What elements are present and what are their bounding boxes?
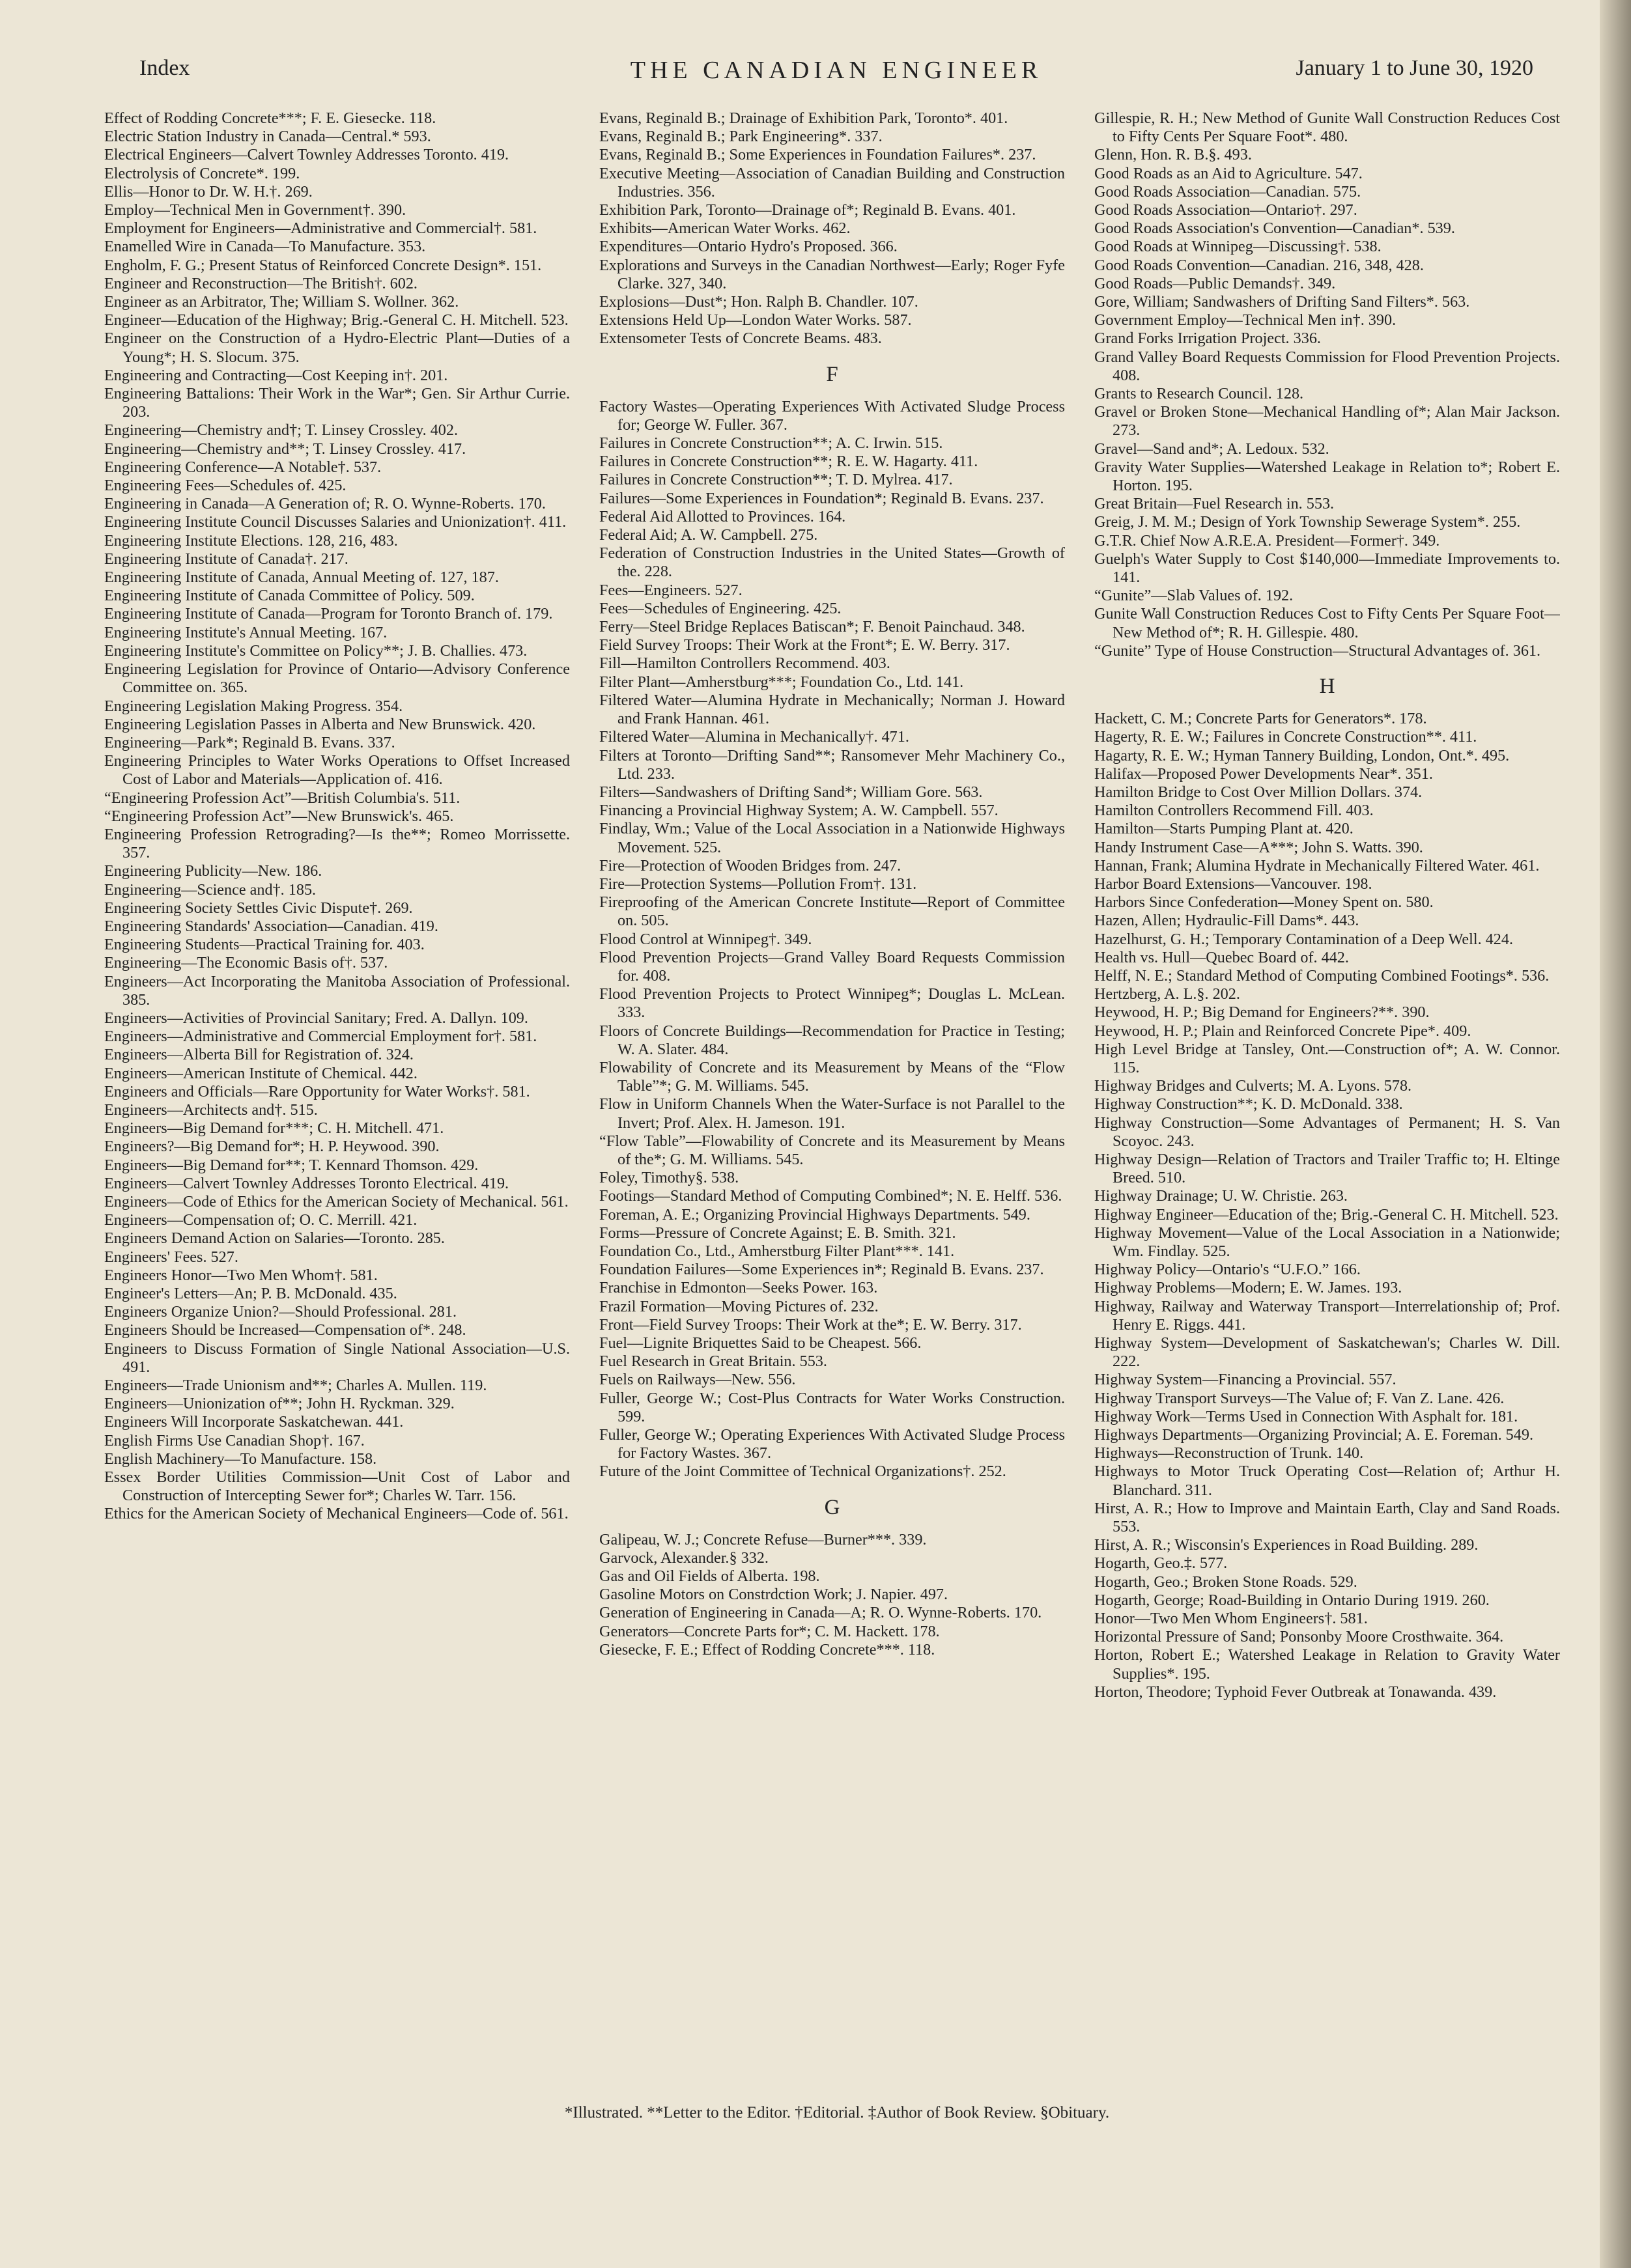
index-entry: Footings—Standard Method of Computing Combined*; N. E. Helff. 536. — [599, 1187, 1062, 1205]
index-entry: Exhibition Park, Toronto—Drainage of*; Reginald B. Evans. 401. — [599, 201, 1016, 219]
index-entry: Handy Instrument Case—A***; John S. Watts. 390. — [1094, 838, 1423, 856]
section-letter-g: G — [824, 1495, 840, 1519]
index-entry: Engineering Standards' Association—Canadian. 419. — [104, 917, 438, 935]
index-entry: Filters at Toronto—Drifting Sand**; Ransomever Mehr Machinery Co., Ltd. 233. — [599, 746, 1065, 783]
index-entry: Engineer's Letters—An; P. B. McDonald. 435. — [104, 1285, 397, 1302]
index-entry: Engineers Should be Increased—Compensation of*. 248. — [104, 1321, 466, 1339]
index-entry: Ethics for the American Society of Mechanical Engineers—Code of. 561. — [104, 1505, 569, 1523]
index-entry: Engineering Legislation Passes in Alberta and New Brunswick. 420. — [104, 715, 536, 733]
index-entry: Engineering Institute of Canada Committee of Policy. 509. — [104, 587, 475, 605]
index-entry: Explosions—Dust*; Hon. Ralph B. Chandler. 107. — [599, 293, 918, 311]
index-entry: Engineering Institute Council Discusses Salaries and Unionization†. 411. — [104, 513, 567, 531]
index-entry: Engineers—American Institute of Chemical. 442. — [104, 1064, 418, 1082]
index-entry: Garvock, Alexander.§ 332. — [599, 1548, 769, 1567]
index-column-1 — [104, 109, 570, 2076]
index-entry: Heywood, H. P.; Plain and Reinforced Concrete Pipe*. 409. — [1094, 1022, 1471, 1040]
index-entry: Foundation Co., Ltd., Amherstburg Filter Plant***. 141. — [599, 1242, 955, 1260]
index-entry: Future of the Joint Committee of Technical Organizations†. 252. — [599, 1463, 1006, 1481]
index-entry: Engineer—Education of the Highway; Brig.-General C. H. Mitchell. 523. — [104, 311, 569, 329]
index-entry: Engineers Will Incorporate Saskatchewan. 441. — [104, 1413, 404, 1431]
entry-list — [104, 109, 570, 1524]
index-entry: Flood Control at Winnipeg†. 349. — [599, 930, 812, 948]
index-entry: Highway Movement—Value of the Local Association in a Nationwide; Wm. Findlay. 525. — [1094, 1224, 1560, 1260]
index-entry: “Gunite”—Slab Values of. 192. — [1094, 587, 1294, 605]
index-entry: Good Roads—Public Demands†. 349. — [1094, 274, 1336, 292]
index-entry: Engineering Institute's Annual Meeting. 167. — [104, 623, 388, 641]
index-entry: Hagerty, R. E. W.; Failures in Concrete Construction**. 411. — [1094, 728, 1477, 746]
index-entry: High Level Bridge at Tansley, Ont.—Construction of*; A. W. Connor. 115. — [1094, 1040, 1560, 1076]
index-entry: Engineers Honor—Two Men Whom†. 581. — [104, 1266, 378, 1284]
index-entry: Good Roads Convention—Canadian. 216, 348, 428. — [1094, 256, 1424, 274]
index-entry: Engineers—Alberta Bill for Registration of. 324. — [104, 1046, 414, 1064]
index-entry: Engineering Institute of Canada, Annual Meeting of. 127, 187. — [104, 568, 499, 587]
index-entry: Engineering Students—Practical Training for. 403. — [104, 936, 425, 954]
entry-list — [1094, 710, 1560, 1701]
index-entry: Grants to Research Council. 128. — [1094, 385, 1304, 403]
index-entry: Engholm, F. G.; Present Status of Reinforced Concrete Design*. 151. — [104, 256, 542, 274]
index-entry: Gravel—Sand and*; A. Ledoux. 532. — [1094, 440, 1329, 458]
index-entry: Engineering—Science and†. 185. — [104, 880, 317, 899]
index-entry: Engineers—Architects and†. 515. — [104, 1100, 318, 1119]
index-entry: Filtered Water—Alumina Hydrate in Mechanically; Norman J. Howard and Frank Hannan. 461. — [599, 691, 1065, 728]
index-entry: Engineers—Compensation of; O. C. Merrill. 421. — [104, 1211, 418, 1229]
date-range: January 1 to June 30, 1920 — [1296, 56, 1533, 80]
index-entry: Electrolysis of Concrete*. 199. — [104, 164, 300, 182]
index-entry: Engineering—The Economic Basis of†. 537. — [104, 954, 388, 972]
index-entry: Fire—Protection Systems—Pollution From†. 131. — [599, 875, 917, 893]
index-entry: Engineering Publicity—New. 186. — [104, 862, 322, 880]
index-entry: Failures in Concrete Construction**; A. C. Irwin. 515. — [599, 434, 943, 453]
index-entry: Extensions Held Up—London Water Works. 587. — [599, 311, 912, 329]
index-entry: Engineers—Calvert Townley Addresses Toronto Electrical. 419. — [104, 1174, 509, 1192]
index-column-3 — [1094, 109, 1560, 2076]
index-entry: Gore, William; Sandwashers of Drifting Sand Filters*. 563. — [1094, 293, 1470, 311]
index-entry: Hamilton Bridge to Cost Over Million Dollars. 374. — [1094, 783, 1423, 801]
index-entry: Hazen, Allen; Hydraulic-Fill Dams*. 443. — [1094, 912, 1359, 930]
index-entry: Hamilton Controllers Recommend Fill. 403. — [1094, 802, 1374, 820]
index-entry: Engineers—Big Demand for**; T. Kennard Thomson. 429. — [104, 1156, 479, 1174]
index-entry: Horizontal Pressure of Sand; Ponsonby Moore Crosthwaite. 364. — [1094, 1628, 1504, 1646]
index-entry: “Gunite” Type of House Construction—Structural Advantages of. 361. — [1094, 641, 1541, 660]
index-entry: Electric Station Industry in Canada—Central.* 593. — [104, 128, 431, 146]
index-entry: Executive Meeting—Association of Canadian Building and Construction Industries. 356. — [599, 164, 1065, 201]
index-entry: Evans, Reginald B.; Park Engineering*. 337. — [599, 128, 883, 146]
index-entry: Engineering in Canada—A Generation of; R. O. Wynne-Roberts. 170. — [104, 495, 546, 513]
index-entry: Engineers—Trade Unionism and**; Charles A. Mullen. 119. — [104, 1377, 487, 1395]
index-entry: Forms—Pressure of Concrete Against; E. B. Smith. 321. — [599, 1224, 956, 1242]
index-entry: Fill—Hamilton Controllers Recommend. 403. — [599, 654, 890, 673]
index-entry: Giesecke, F. E.; Effect of Rodding Concrete***. 118. — [599, 1640, 935, 1659]
index-entry: Horton, Robert E.; Watershed Leakage in Relation to Gravity Water Supplies*. 195. — [1094, 1646, 1560, 1683]
index-entry: Highway Design—Relation of Tractors and Trailer Traffic to; H. Eltinge Breed. 510. — [1094, 1150, 1560, 1187]
index-entry: Fees—Engineers. 527. — [599, 581, 743, 599]
index-entry: Engineering Battalions: Their Work in the War*; Gen. Sir Arthur Currie. 203. — [104, 385, 570, 421]
index-entry: Findlay, Wm.; Value of the Local Association in a Nationwide Highways Movement. 525. — [599, 820, 1065, 856]
section-letter-h: H — [1319, 675, 1335, 699]
index-entry: “Flow Table”—Flowability of Concrete and its Measurement by Means of the*; G. M. Williams. 545. — [599, 1132, 1065, 1168]
index-entry: Hirst, A. R.; Wisconsin's Experiences in Road Building. 289. — [1094, 1536, 1479, 1554]
index-entry: Glenn, Hon. R. B.§. 493. — [1094, 146, 1252, 164]
index-entry: Hackett, C. M.; Concrete Parts for Generators*. 178. — [1094, 710, 1427, 728]
index-entry: Employment for Engineers—Administrative and Commercial†. 581. — [104, 219, 537, 238]
index-entry: Gas and Oil Fields of Alberta. 198. — [599, 1567, 820, 1586]
index-entry: Engineers—Big Demand for***; C. H. Mitchell. 471. — [104, 1119, 444, 1138]
index-entry: Halifax—Proposed Power Developments Near*. 351. — [1094, 764, 1433, 783]
index-entry: Good Roads Association—Canadian. 575. — [1094, 182, 1361, 201]
index-entry: Engineering—Chemistry and**; T. Linsey Crossley. 417. — [104, 440, 466, 458]
index-entry: Electrical Engineers—Calvert Townley Addresses Toronto. 419. — [104, 146, 509, 164]
index-entry: Failures—Some Experiences in Foundation*; Reginald B. Evans. 237. — [599, 489, 1044, 507]
index-entry: Evans, Reginald B.; Some Experiences in Foundation Failures*. 237. — [599, 146, 1036, 164]
index-entry: Hirst, A. R.; How to Improve and Maintain Earth, Clay and Sand Roads. 553. — [1094, 1499, 1560, 1536]
index-entry: Federal Aid; A. W. Campbell. 275. — [599, 526, 818, 544]
entry-list — [599, 398, 1065, 1481]
index-entry: Hogarth, Geo.‡. 577. — [1094, 1554, 1228, 1573]
index-entry: Federation of Construction Industries in the United States—Growth of the. 228. — [599, 544, 1065, 581]
index-entry: Engineering Society Settles Civic Dispute†. 269. — [104, 899, 413, 917]
index-entry: Engineer and Reconstruction—The British†. 602. — [104, 274, 418, 292]
index-entry: Helff, N. E.; Standard Method of Computing Combined Footings*. 536. — [1094, 966, 1550, 985]
index-entry: Fuller, George W.; Operating Experiences With Activated Sludge Process for Factory Wastes. 367. — [599, 1426, 1065, 1463]
index-entry: Federal Aid Allotted to Provinces. 164. — [599, 507, 846, 525]
index-entry: Fees—Schedules of Engineering. 425. — [599, 599, 842, 617]
index-entry: Engineers—Administrative and Commercial Employment for†. 581. — [104, 1028, 537, 1046]
index-entry: Highway Work—Terms Used in Connection With Asphalt for. 181. — [1094, 1407, 1518, 1425]
entry-list — [599, 109, 1065, 348]
index-entry: Good Roads Association—Ontario†. 297. — [1094, 201, 1357, 219]
index-entry: Highway Engineer—Education of the; Brig.-General C. H. Mitchell. 523. — [1094, 1205, 1559, 1224]
index-entry: Gillespie, R. H.; New Method of Gunite Wall Construction Reduces Cost to Fifty Cents Per Square Foot*. 480. — [1094, 109, 1560, 146]
index-entry: Highway Policy—Ontario's “U.F.O.” 166. — [1094, 1261, 1361, 1279]
index-entry: Frazil Formation—Moving Pictures of. 232. — [599, 1297, 879, 1315]
index-entry: Field Survey Troops: Their Work at the Front*; E. W. Berry. 317. — [599, 636, 1010, 654]
index-entry: Gravel or Broken Stone—Mechanical Handling of*; Alan Mair Jackson. 273. — [1094, 403, 1560, 440]
index-entry: Health vs. Hull—Quebec Board of. 442. — [1094, 948, 1349, 966]
index-entry: Engineering Fees—Schedules of. 425. — [104, 477, 347, 495]
index-entry: Factory Wastes—Operating Experiences With Activated Sludge Process for; George W. Fuller. 367. — [599, 397, 1065, 434]
index-entry: Filtered Water—Alumina in Mechanically†. 471. — [599, 728, 909, 746]
index-columns — [104, 109, 1570, 2076]
index-entry: Highways Departments—Organizing Provincial; A. E. Foreman. 549. — [1094, 1426, 1534, 1444]
index-entry: Highways—Reconstruction of Trunk. 140. — [1094, 1444, 1364, 1463]
index-entry: Enamelled Wire in Canada—To Manufacture. 353. — [104, 238, 426, 256]
index-entry: Gunite Wall Construction Reduces Cost to Fifty Cents Per Square Foot—New Method of*; R. H. Gillespie. 480. — [1094, 605, 1560, 641]
index-entry: Engineering Institute of Canada—Program for Toronto Branch of. 179. — [104, 605, 553, 623]
index-entry: Fireproofing of the American Concrete Institute—Report of Committee on. 505. — [599, 893, 1065, 930]
index-entry: Engineers Organize Union?—Should Professional. 281. — [104, 1303, 457, 1321]
index-entry: Gravity Water Supplies—Watershed Leakage in Relation to*; Robert E. Horton. 195. — [1094, 458, 1560, 495]
index-entry: Engineering Institute Elections. 128, 216, 483. — [104, 531, 398, 550]
index-entry: Financing a Provincial Highway System; A. W. Campbell. 557. — [599, 802, 999, 820]
index-entry: Highway System—Development of Saskatchewan's; Charles W. Dill. 222. — [1094, 1334, 1560, 1371]
index-entry: Hertzberg, A. L.§. 202. — [1094, 985, 1240, 1003]
index-entry: Grand Forks Irrigation Project. 336. — [1094, 329, 1321, 348]
index-entry: Flowability of Concrete and its Measurement by Means of the “Flow Table”*; G. M. Williams. 545. — [599, 1058, 1065, 1095]
index-entry: Engineers?—Big Demand for*; H. P. Heywood. 390. — [104, 1138, 440, 1156]
index-entry: Effect of Rodding Concrete***; F. E. Giesecke. 118. — [104, 109, 436, 127]
index-entry: Floors of Concrete Buildings—Recommendation for Practice in Testing; W. A. Slater. 484. — [599, 1022, 1065, 1058]
index-entry: Engineers—Act Incorporating the Manitoba Association of Professional. 385. — [104, 972, 570, 1009]
index-entry: G.T.R. Chief Now A.R.E.A. President—Former†. 349. — [1094, 531, 1440, 550]
entry-list — [1094, 109, 1560, 660]
journal-title: THE CANADIAN ENGINEER — [630, 57, 1043, 84]
index-entry: Engineering and Contracting—Cost Keeping in†. 201. — [104, 366, 448, 384]
index-entry: Engineering Institute's Committee on Policy**; J. B. Challies. 473. — [104, 641, 528, 660]
index-entry: Flood Prevention Projects—Grand Valley Board Requests Commission for. 408. — [599, 948, 1065, 985]
index-entry: Fire—Protection of Wooden Bridges from. 247. — [599, 856, 901, 875]
index-entry: English Machinery—To Manufacture. 158. — [104, 1449, 377, 1468]
index-entry: Filters—Sandwashers of Drifting Sand*; William Gore. 563. — [599, 783, 983, 801]
index-entry: Highway Transport Surveys—The Value of; F. Van Z. Lane. 426. — [1094, 1389, 1505, 1407]
index-entry: Engineering Institute of Canada†. 217. — [104, 550, 348, 568]
index-entry: Engineers to Discuss Formation of Single National Association—U.S. 491. — [104, 1339, 570, 1376]
index-entry: Engineering Legislation for Province of Ontario—Advisory Conference Committee on. 365. — [104, 660, 570, 697]
index-entry: Expenditures—Ontario Hydro's Proposed. 366. — [599, 238, 898, 256]
index-entry: Guelph's Water Supply to Cost $140,000—Immediate Improvements to. 141. — [1094, 550, 1560, 587]
index-entry: Filter Plant—Amherstburg***; Foundation Co., Ltd. 141. — [599, 673, 964, 691]
index-entry: Engineers—Code of Ethics for the American Society of Mechanical. 561. — [104, 1192, 569, 1211]
index-entry: Engineers—Activities of Provincial Sanitary; Fred. A. Dallyn. 109. — [104, 1009, 528, 1027]
index-entry: Horton, Theodore; Typhoid Fever Outbreak at Tonawanda. 439. — [1094, 1683, 1497, 1701]
index-entry: Flow in Uniform Channels When the Water-Surface is not Parallel to the Invert; Prof. Alex. H. Jameson. 191. — [599, 1095, 1065, 1132]
index-entry: Engineering Legislation Making Progress. 354. — [104, 697, 403, 715]
index-entry: Employ—Technical Men in Government†. 390. — [104, 201, 406, 219]
index-entry: English Firms Use Canadian Shop†. 167. — [104, 1431, 365, 1449]
index-entry: “Engineering Profession Act”—New Brunswick's. 465. — [104, 807, 454, 825]
index-entry: Good Roads Association's Convention—Canadian*. 539. — [1094, 219, 1455, 238]
index-entry: Hazelhurst, G. H.; Temporary Contamination of a Deep Well. 424. — [1094, 930, 1513, 948]
index-entry: Grand Valley Board Requests Commission for Flood Prevention Projects. 408. — [1094, 348, 1560, 384]
index-entry: Harbors Since Confederation—Money Spent on. 580. — [1094, 893, 1434, 912]
index-entry: Fuel Research in Great Britain. 553. — [599, 1352, 827, 1371]
section-letter-f: F — [826, 362, 838, 386]
index-entry: Highway System—Financing a Provincial. 557. — [1094, 1371, 1397, 1389]
index-entry: Ferry—Steel Bridge Replaces Batiscan*; F. Benoit Painchaud. 348. — [599, 618, 1025, 636]
index-entry: Failures in Concrete Construction**; R. E. W. Hagarty. 411. — [599, 453, 978, 471]
index-entry: Generators—Concrete Parts for*; C. M. Hackett. 178. — [599, 1622, 940, 1640]
index-entry: Government Employ—Technical Men in†. 390. — [1094, 311, 1397, 329]
index-entry: Fuel—Lignite Briquettes Said to be Cheapest. 566. — [599, 1334, 922, 1352]
index-entry: Fuels on Railways—New. 556. — [599, 1371, 796, 1389]
index-entry: Engineering Principles to Water Works Operations to Offset Increased Cost of Labor and Materials—Application of. 416. — [104, 752, 570, 789]
index-entry: Honor—Two Men Whom Engineers†. 581. — [1094, 1610, 1368, 1628]
index-entry: Hannan, Frank; Alumina Hydrate in Mechanically Filtered Water. 461. — [1094, 856, 1540, 875]
index-entry: Hamilton—Starts Pumping Plant at. 420. — [1094, 820, 1354, 838]
index-column-2 — [599, 109, 1065, 2076]
page-header — [139, 56, 1533, 95]
index-entry: Essex Border Utilities Commission—Unit Cost of Labor and Construction of Intercepting Sewer for*; Charles W. Tarr. 156. — [104, 1468, 570, 1505]
page-edge — [1600, 0, 1631, 2268]
index-entry: Extensometer Tests of Concrete Beams. 483. — [599, 329, 882, 348]
index-entry: Engineers—Unionization of**; John H. Ryckman. 329. — [104, 1395, 455, 1413]
index-entry: Highway, Railway and Waterway Transport—Interrelationship of; Prof. Henry E. Riggs. 441. — [1094, 1297, 1560, 1334]
index-entry: Hogarth, George; Road-Building in Ontario During 1919. 260. — [1094, 1591, 1490, 1609]
index-entry: Highway Construction**; K. D. McDonald. 338. — [1094, 1095, 1403, 1113]
index-entry: Highway Drainage; U. W. Christie. 263. — [1094, 1187, 1348, 1205]
index-entry: Harbor Board Extensions—Vancouver. 198. — [1094, 875, 1372, 893]
index-entry: Front—Field Survey Troops: Their Work at the*; E. W. Berry. 317. — [599, 1315, 1022, 1334]
index-entry: Highways to Motor Truck Operating Cost—Relation of; Arthur H. Blanchard. 311. — [1094, 1463, 1560, 1499]
index-entry: Good Roads as an Aid to Agriculture. 547. — [1094, 164, 1363, 182]
index-entry: Highway Problems—Modern; E. W. James. 193. — [1094, 1279, 1402, 1297]
index-entry: Flood Prevention Projects to Protect Winnipeg*; Douglas L. McLean. 333. — [599, 985, 1065, 1022]
index-entry: Foreman, A. E.; Organizing Provincial Highways Departments. 549. — [599, 1205, 1030, 1224]
index-entry: Highway Bridges and Culverts; M. A. Lyons. 578. — [1094, 1077, 1412, 1095]
index-entry: Engineer as an Arbitrator, The; William S. Wollner. 362. — [104, 293, 459, 311]
index-entry: “Engineering Profession Act”—British Columbia's. 511. — [104, 789, 461, 807]
index-entry: Ellis—Honor to Dr. W. H.†. 269. — [104, 182, 313, 201]
index-entry: Highway Construction—Some Advantages of Permanent; H. S. Van Scoyoc. 243. — [1094, 1113, 1560, 1150]
index-entry: Engineers' Fees. 527. — [104, 1248, 238, 1266]
index-entry: Good Roads at Winnipeg—Discussing†. 538. — [1094, 238, 1382, 256]
index-entry: Exhibits—American Water Works. 462. — [599, 219, 851, 238]
index-entry: Engineer on the Construction of a Hydro-Electric Plant—Duties of a Young*; H. S. Slocum. 375. — [104, 329, 570, 366]
index-entry: Evans, Reginald B.; Drainage of Exhibition Park, Toronto*. 401. — [599, 109, 1008, 127]
index-entry: Generation of Engineering in Canada—A; R. O. Wynne-Roberts. 170. — [599, 1604, 1042, 1622]
entry-list — [599, 1531, 1065, 1659]
index-entry: Engineering—Chemistry and†; T. Linsey Crossley. 402. — [104, 421, 459, 440]
index-entry: Heywood, H. P.; Big Demand for Engineers?**. 390. — [1094, 1003, 1430, 1022]
index-entry: Galipeau, W. J.; Concrete Refuse—Burner***. 339. — [599, 1530, 927, 1548]
index-entry: Failures in Concrete Construction**; T. D. Mylrea. 417. — [599, 471, 953, 489]
index-entry: Engineers and Officials—Rare Opportunity for Water Works†. 581. — [104, 1082, 530, 1100]
section-label: Index — [139, 56, 190, 80]
index-entry: Franchise in Edmonton—Seeks Power. 163. — [599, 1279, 878, 1297]
index-entry: Engineers Demand Action on Salaries—Toronto. 285. — [104, 1229, 445, 1248]
index-entry: Engineering Profession Retrograding?—Is the**; Romeo Morrissette. 357. — [104, 825, 570, 862]
index-entry: Engineering Conference—A Notable†. 537. — [104, 458, 382, 476]
index-entry: Foley, Timothy§. 538. — [599, 1169, 739, 1187]
index-entry: Hogarth, Geo.; Broken Stone Roads. 529. — [1094, 1573, 1357, 1591]
index-entry: Foundation Failures—Some Experiences in*; Reginald B. Evans. 237. — [599, 1261, 1044, 1279]
index-entry: Great Britain—Fuel Research in. 553. — [1094, 495, 1335, 513]
index-entry: Fuller, George W.; Cost-Plus Contracts for Water Works Construction. 599. — [599, 1389, 1065, 1425]
footnote-legend: *Illustrated. **Letter to the Editor. †Editorial. ‡Author of Book Review. §Obituary. — [564, 2104, 1110, 2121]
index-entry: Hagarty, R. E. W.; Hyman Tannery Building, London, Ont.*. 495. — [1094, 746, 1510, 764]
index-entry: Greig, J. M. M.; Design of York Township Sewerage System*. 255. — [1094, 513, 1521, 531]
index-entry: Engineering—Park*; Reginald B. Evans. 337. — [104, 733, 395, 751]
index-entry: Explorations and Surveys in the Canadian Northwest—Early; Roger Fyfe Clarke. 327, 340. — [599, 256, 1065, 292]
index-entry: Gasoline Motors on Constrdction Work; J. Napier. 497. — [599, 1586, 948, 1604]
